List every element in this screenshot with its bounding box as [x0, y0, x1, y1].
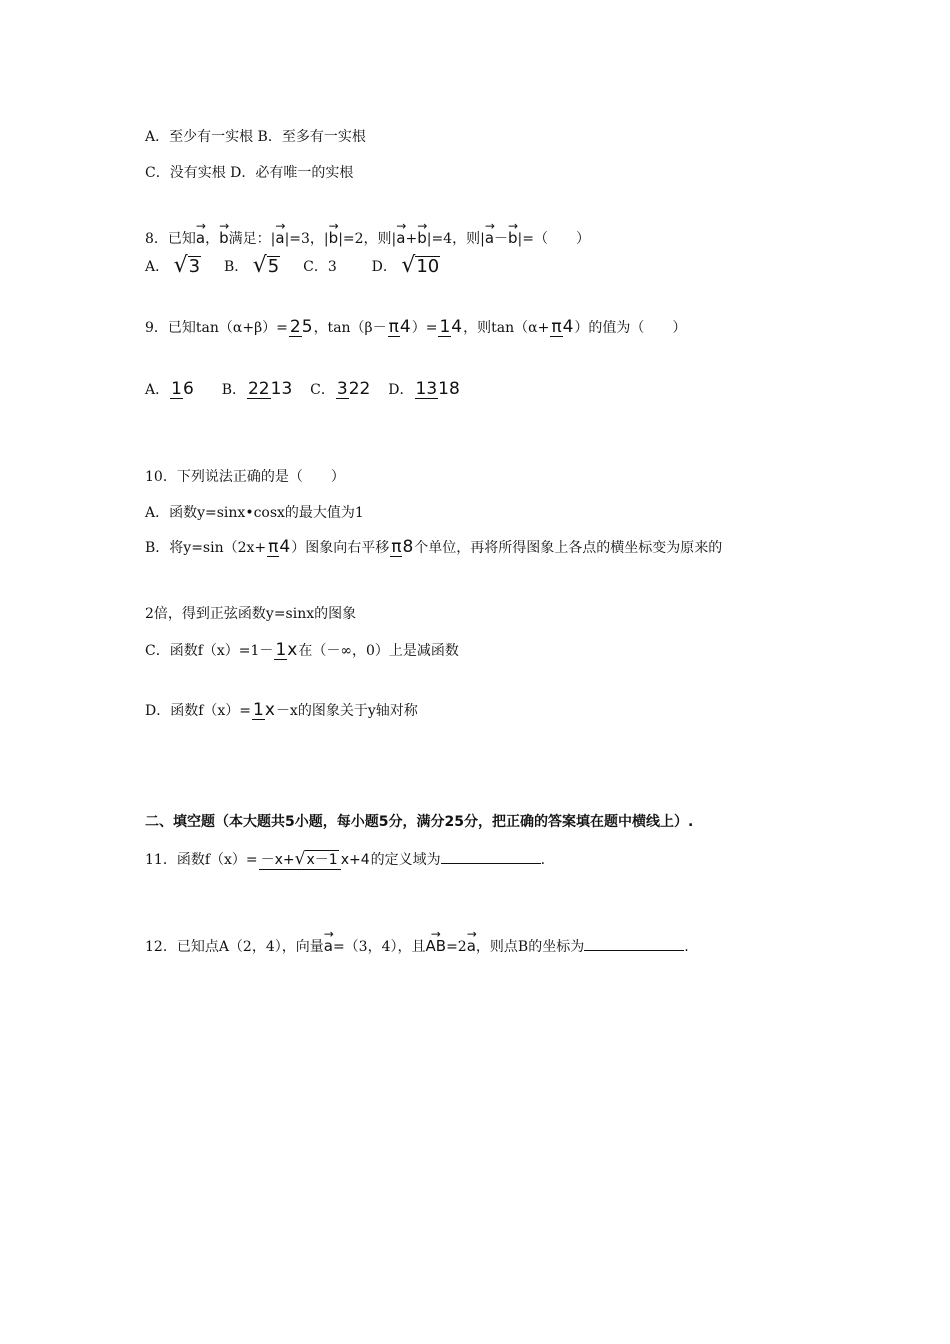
fraction — [388, 318, 411, 338]
q11-end: . — [540, 852, 546, 868]
fraction — [267, 538, 290, 558]
q11-text: 11．函数f（x）= — [145, 852, 258, 868]
q10-option-b-cont: 2倍，得到正弦函数y=sinx的图象 — [145, 606, 357, 622]
q10-c-text: 在（－∞，0）上是减函数 — [298, 643, 459, 659]
q8-text: |=3，| — [284, 231, 329, 247]
q10-d-text: －x的图象关于y轴对称 — [275, 703, 418, 719]
q9-text: ，tan（β－ — [313, 320, 387, 336]
q10-option-a: A．函数y=sinx•cosx的最大值为1 — [145, 505, 364, 521]
numerator: 1 — [253, 700, 264, 720]
radicand: 5 — [267, 256, 280, 277]
section-heading: 二、填空题（本大题共5小题，每小题5分，满分25分，把正确的答案填在题中横线上）. — [145, 814, 694, 830]
option-a-label: A． — [145, 258, 170, 275]
denominator: 5 — [301, 317, 313, 337]
vector-b: → b — [219, 222, 229, 248]
q9-text: ，则tan（α+ — [463, 320, 550, 336]
vector-b: → b — [329, 222, 339, 248]
denominator: 18 — [438, 379, 460, 399]
q10-stem: 10．下列说法正确的是（ ） — [145, 469, 345, 485]
q11-stem — [145, 849, 545, 870]
vector-a: → a — [485, 222, 494, 248]
fraction — [415, 380, 460, 400]
numerator: 3 — [336, 379, 348, 399]
vector-a: → a — [467, 930, 476, 956]
vector-b: → b — [508, 222, 518, 248]
denominator: x+4 — [340, 851, 370, 868]
option-d-label: D． — [371, 258, 397, 275]
fraction — [550, 318, 573, 338]
fraction — [252, 701, 275, 721]
q9-text: ）的值为（ ） — [574, 320, 687, 336]
vector-b: → b — [417, 222, 427, 248]
denominator: 22 — [348, 379, 371, 399]
numerator: 22 — [247, 379, 270, 399]
numerator: π — [268, 537, 279, 557]
numerator: 1 — [171, 379, 182, 399]
q9-stem — [145, 318, 686, 338]
option-d-label: D． — [388, 382, 414, 398]
numerator: 1 — [275, 640, 287, 660]
q10-c-text: C．函数f（x）=1－ — [145, 643, 274, 659]
vector-a: → a — [396, 222, 405, 248]
numerator: 13 — [415, 379, 438, 399]
q10-b-text: ）图象向右平移 — [291, 540, 390, 556]
q12-end: . — [684, 939, 689, 955]
fraction — [170, 380, 194, 400]
denominator: 4 — [451, 317, 463, 337]
numerator: π — [551, 317, 562, 337]
vector-ab: → AB — [426, 930, 447, 956]
denominator: 4 — [279, 537, 291, 557]
vector-a: → a — [275, 222, 284, 248]
q12-text: 12．已知点A（2，4），向量 — [145, 939, 324, 955]
q10-option-d — [145, 701, 418, 721]
numerator: 2 — [289, 317, 301, 337]
q8-prefix: 8．已知 — [145, 231, 196, 247]
minus-sign: － — [494, 231, 509, 247]
option-a-label: A． — [145, 382, 170, 398]
q10-option-b — [145, 538, 722, 558]
q7-options-ab: A．至少有一实根 B．至多有一实根 — [145, 129, 366, 145]
denominator: 8 — [402, 537, 414, 557]
radicand: 10 — [416, 256, 440, 277]
fraction — [247, 380, 292, 400]
answer-blank[interactable] — [584, 936, 684, 951]
denominator: 6 — [182, 379, 194, 399]
q7-options-cd: C．没有实根 D．必有唯一的实根 — [145, 165, 354, 181]
option-b-label: B． — [221, 382, 246, 398]
sqrt-3 — [173, 253, 201, 278]
q9-text: ）= — [411, 320, 438, 336]
numerator: π — [391, 537, 402, 557]
q8-stem — [145, 222, 590, 249]
fraction — [336, 380, 370, 400]
sqrt-expression — [295, 850, 339, 869]
q10-b-text: B．将y=sin（2x+ — [145, 540, 267, 556]
answer-blank[interactable] — [441, 849, 541, 864]
q11-text: 的定义域为 — [370, 852, 441, 868]
fraction — [390, 538, 413, 558]
q10-d-text: D．函数f（x）= — [145, 703, 252, 719]
radicand: x－1 — [306, 852, 338, 869]
vector-a: → a — [196, 222, 205, 248]
q10-option-c — [145, 641, 459, 661]
q9-options — [145, 380, 461, 400]
numerator-text: －x+ — [260, 851, 295, 868]
option-c: C．3 — [303, 258, 337, 275]
radical-icon: √ — [252, 253, 267, 278]
plus-sign: + — [405, 231, 418, 247]
sqrt-10 — [401, 253, 440, 278]
q12-text: =2 — [446, 939, 467, 955]
q8-text: ， — [205, 231, 220, 247]
numerator — [259, 850, 341, 870]
q10-b-text: 个单位，再将所得图象上各点的横坐标变为原来的 — [414, 540, 723, 556]
denominator: 4 — [399, 317, 411, 337]
fraction — [274, 641, 297, 661]
q12-text: =（3，4），且 — [332, 939, 426, 955]
sqrt-5 — [252, 253, 280, 278]
fraction — [289, 318, 313, 338]
q12-stem — [145, 930, 689, 957]
radicand: 3 — [188, 256, 201, 277]
numerator: π — [388, 317, 399, 337]
option-c-label: C． — [310, 382, 335, 398]
denominator: x — [264, 700, 275, 720]
q8-text: 满足：| — [228, 231, 276, 247]
fraction — [438, 318, 462, 338]
denominator: x — [287, 640, 298, 660]
denominator: 4 — [562, 317, 574, 337]
radical-icon: √ — [294, 849, 306, 870]
q12-text: ，则点B的坐标为 — [475, 939, 585, 955]
option-b-label: B． — [223, 258, 249, 275]
denominator: 13 — [270, 379, 293, 399]
radical-icon: √ — [401, 253, 416, 278]
q8-text: |=4，则| — [426, 231, 485, 247]
fraction — [259, 850, 370, 871]
q9-text: 9．已知tan（α+β）= — [145, 320, 288, 336]
q8-end: |=（ ） — [517, 231, 590, 247]
numerator: 1 — [439, 317, 451, 337]
radical-icon: √ — [173, 253, 188, 278]
vector-a: → a — [324, 930, 333, 956]
q8-options — [145, 253, 440, 278]
q8-text: |=2，则| — [338, 231, 397, 247]
